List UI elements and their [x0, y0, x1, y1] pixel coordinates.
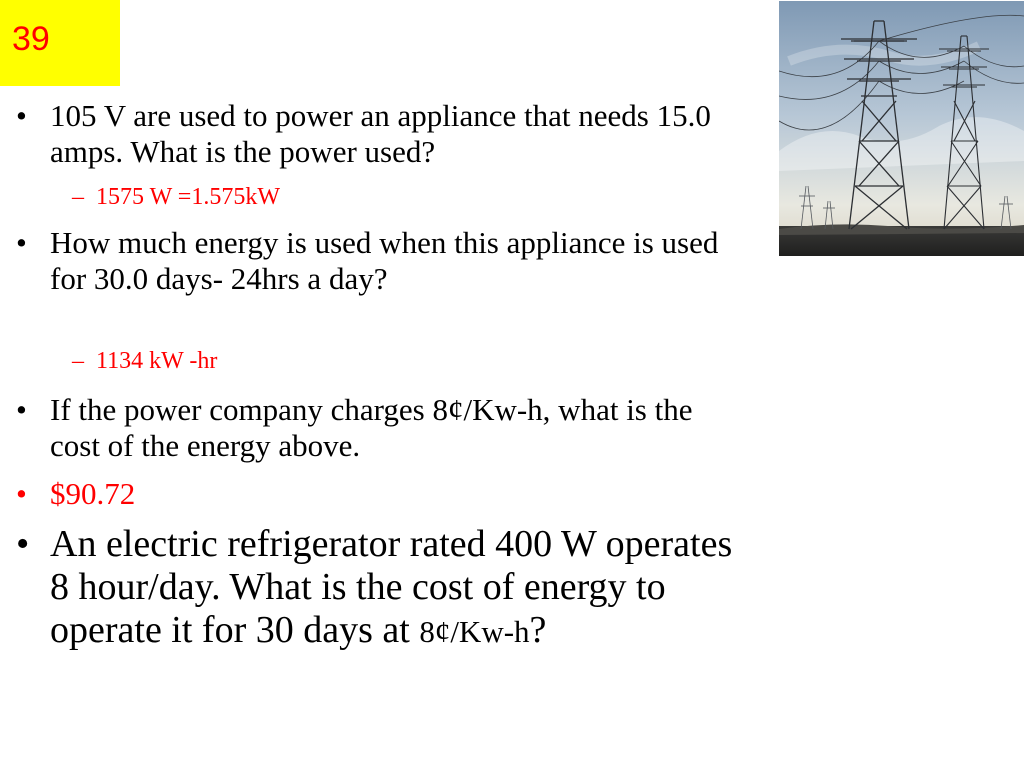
bullet-marker: • [16, 476, 27, 511]
answer-text: $90.72 [50, 476, 136, 511]
question-text: How much energy is used when this appliance is used for 30.0 days- 24hrs a day? [50, 225, 719, 296]
question-text: If the power company charges 8¢/Kw-h, what is the cost of the energy above. [50, 392, 693, 463]
question-main-text: An electric refrigerator rated 400 W operates 8 hour/day. What is the cost of energy to operate it for 30 days at [50, 523, 733, 651]
list-item [16, 476, 750, 512]
bullet-marker: • [16, 523, 30, 565]
question-text [50, 523, 750, 653]
list-item [16, 523, 750, 653]
question-text: 105 V are used to power an appliance that needs 15.0 amps. What is the power used? [50, 98, 711, 169]
list-item [72, 346, 696, 376]
slide-number: 39 [12, 20, 50, 58]
bullet-marker: • [16, 392, 27, 427]
list-item [72, 182, 696, 212]
bullet-marker: • [16, 225, 27, 260]
sub-bullet-marker: – [72, 184, 84, 210]
sub-bullet-marker: – [72, 348, 84, 374]
list-item [16, 225, 750, 297]
question-mark: ? [529, 609, 547, 651]
list-item [16, 98, 750, 170]
answer-text: 1134 kW -hr [96, 348, 218, 374]
question-rate-text: 8¢/Kw-h [419, 614, 530, 649]
list-item [16, 392, 750, 464]
bullet-marker: • [16, 98, 27, 133]
answer-text: 1575 W =1.575kW [96, 184, 280, 210]
